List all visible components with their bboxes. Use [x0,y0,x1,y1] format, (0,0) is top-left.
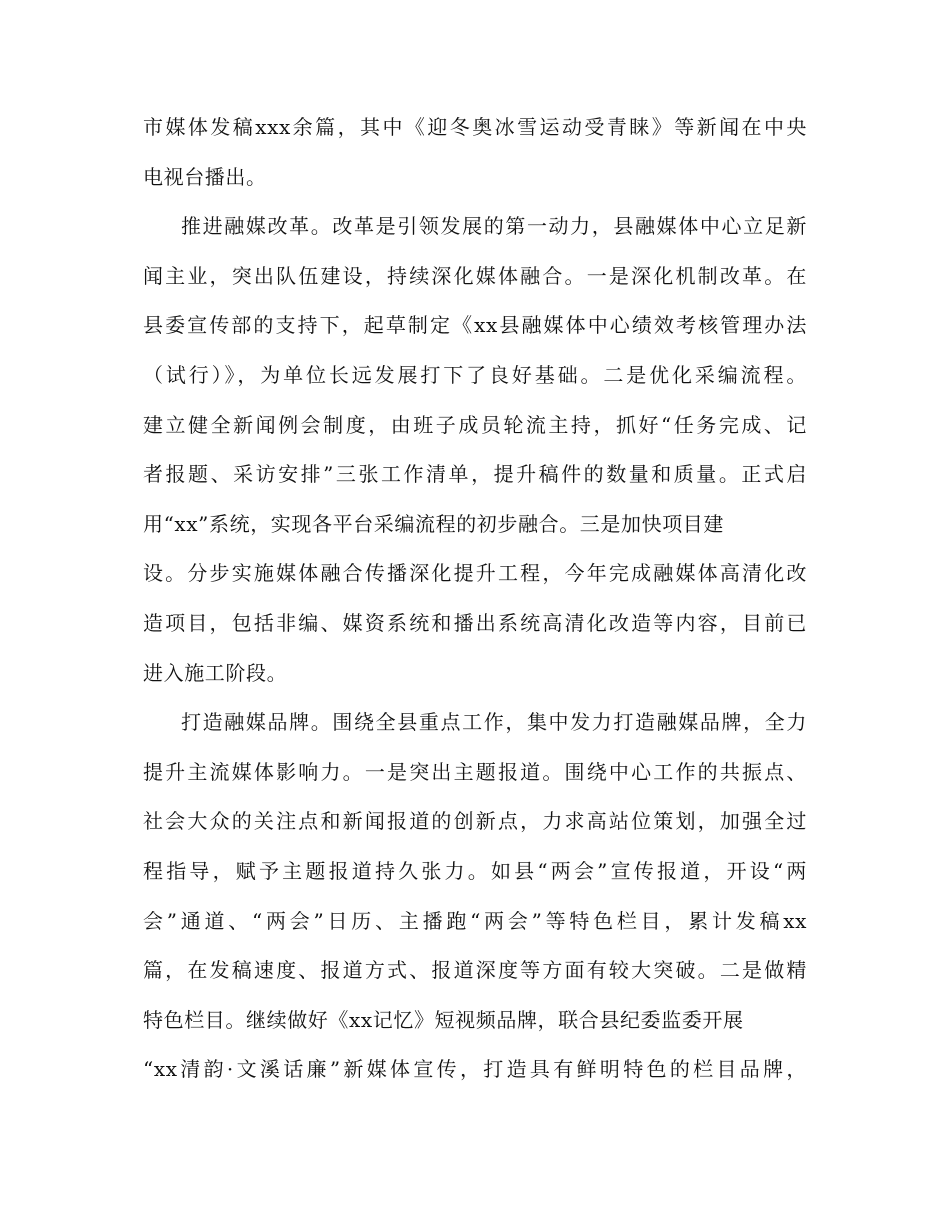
text-line: 进入施工阶段。 [143,660,288,685]
text-line: 篇，在发稿速度、报道方式、报道深度等方面有较大突破。二是做精 [143,958,807,983]
text-line: 社会大众的关注点和新闻报道的创新点，力求高站位策划，加强全过 [143,809,807,834]
text-line: 电视台播出。 [143,164,267,189]
text-line: 设。分步实施媒体融合传播深化提升工程，今年完成融媒体高清化改 [143,561,807,586]
paragraph-start-line: 打造融媒品牌。围绕全县重点工作，集中发力打造融媒品牌，全力 [181,710,807,735]
text-line: 市媒体发稿xxx余篇，其中《迎冬奥冰雪运动受青睐》等新闻在中央 [143,115,807,139]
text-line: （试行）》，为单位长远发展打下了良好基础。二是优化采编流程。 [143,362,807,387]
text-line: 闻主业，突出队伍建设，持续深化媒体融合。一是深化机制改革。在 [143,263,807,288]
text-line: “xx清韵·文溪话廉”新媒体宣传，打造具有鲜明特色的栏目品牌， [143,1057,807,1082]
text-line: 会”通道、“两会”日历、主播跑“两会”等特色栏目，累计发稿xx [143,908,807,933]
text-line: 程指导，赋予主题报道持久张力。如县“两会”宣传报道，开设“两 [143,858,807,883]
paragraph-start-line: 推进融媒改革。改革是引领发展的第一动力，县融媒体中心立足新 [181,214,807,239]
text-line: 者报题、采访安排”三张工作清单，提升稿件的数量和质量。正式启 [143,462,807,487]
text-line: 特色栏目。继续做好《xx记忆》短视频品牌，联合县纪委监委开展 [143,1007,744,1032]
text-line: 造项目，包括非编、媒资系统和播出系统高清化改造等内容，目前已 [143,610,807,635]
text-line: 提升主流媒体影响力。一是突出主题报道。围绕中心工作的共振点、 [143,759,807,784]
document-body [143,103,807,1095]
text-line: 用“xx”系统，实现各平台采编流程的初步融合。三是加快项目建 [143,511,725,536]
text-line: 建立健全新闻例会制度，由班子成员轮流主持，抓好“任务完成、记 [143,412,807,437]
text-line: 县委宣传部的支持下，起草制定《xx县融媒体中心绩效考核管理办法 [143,313,807,338]
